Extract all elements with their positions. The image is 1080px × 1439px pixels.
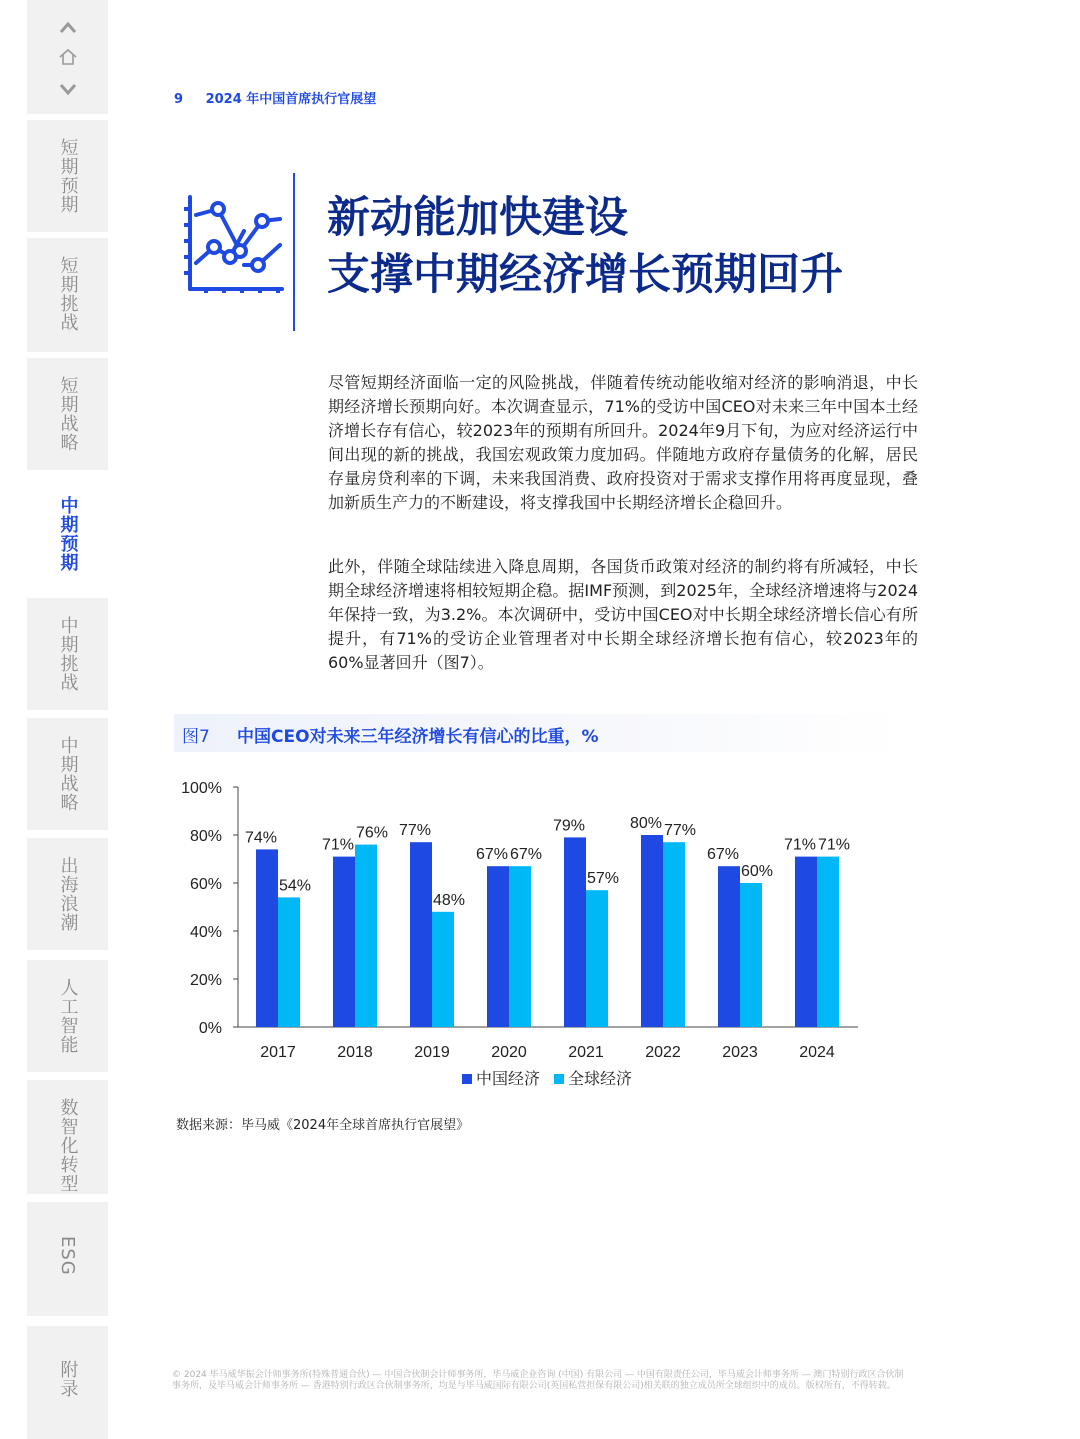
y-tick-label: 20% xyxy=(189,972,222,989)
nav-item-label: 中期预期 xyxy=(57,496,79,572)
bar-2023-china xyxy=(718,866,740,1027)
nav-item-appendix[interactable] xyxy=(27,1326,108,1439)
bar-2018-global xyxy=(355,845,377,1027)
body-paragraph-1: 尽管短期经济面临一定的风险挑战，伴随着传统动能收缩对经济的影响消退，中长期经济增长预期向好。本次调查显示，71%的受访中国CEO对未来三年中国本土经济增长存有信心，较2023年的预期有所回升。2024年9月下旬，为应对经济运行中间出现的新的挑战，我国宏观政策力度加码。伴随地方政府存量债务的化解，居民存量房贷利率的下调，未来我国消费、政府投资对于需求支撑作用将再度显现，叠加新质生产力的不断建设，将支撑我国中长期经济增长企稳回升。 xyxy=(328,373,918,512)
x-tick-label: 2023 xyxy=(722,1044,758,1061)
data-label: 79% xyxy=(552,817,586,835)
x-tick-label: 2021 xyxy=(568,1044,604,1061)
nav-item-label: ESG xyxy=(57,1236,78,1276)
legend-swatch xyxy=(462,1074,472,1084)
bar-2017-china xyxy=(256,849,278,1027)
bar-chart xyxy=(170,770,910,1110)
bar-2024-global xyxy=(817,857,839,1027)
bar-2020-china xyxy=(487,866,509,1027)
data-label: 77% xyxy=(398,822,432,840)
data-label: 77% xyxy=(663,822,697,840)
data-label: 54% xyxy=(278,877,312,895)
data-label: 48% xyxy=(432,891,466,909)
nav-item-label: 数智化转型 xyxy=(57,1098,79,1193)
bar-2017-global xyxy=(278,897,300,1027)
nav-item-label: 附录 xyxy=(57,1360,79,1398)
bar-2018-china xyxy=(333,857,355,1027)
nav-item-label: 中期战略 xyxy=(57,736,79,812)
nav-item-short-term-challenge[interactable] xyxy=(27,238,108,352)
x-tick-label: 2017 xyxy=(260,1044,296,1061)
nav-item-mid-term-strategy[interactable] xyxy=(27,718,108,830)
home-icon[interactable] xyxy=(27,47,108,72)
body-paragraph-2: 此外，伴随全球陆续进入降息周期，各国货币政策对经济的制约将有所减轻，中长期全球经济增速将相较短期企稳。据IMF预测，到2025年，全球经济增速将与2024年保持一致，为3.2%。本次调研中，受访中国CEO对中长期全球经济增长信心有所提升，有71%的受访企业管理者对中长期全球经济增长抱有信心，较2023年的60%显著回升（图7）。 xyxy=(328,557,918,672)
x-tick-label: 2022 xyxy=(645,1044,681,1061)
nav-item-label: 短期战略 xyxy=(57,376,79,452)
nav-item-label: 短期挑战 xyxy=(57,256,79,332)
bar-2022-global xyxy=(663,842,685,1027)
nav-item-short-term-strategy[interactable] xyxy=(27,358,108,470)
data-label: 71% xyxy=(817,836,851,854)
legend-label: 中国经济 xyxy=(476,1069,541,1088)
y-tick-label: 0% xyxy=(198,1020,222,1037)
chevron-up-icon[interactable] xyxy=(27,17,108,39)
nav-item-digital-transformation[interactable] xyxy=(27,1080,108,1194)
nav-item-ai[interactable] xyxy=(27,960,108,1072)
figure-number: 图7 xyxy=(182,727,210,747)
nav-item-label: 短期预期 xyxy=(57,138,79,214)
legend-swatch xyxy=(554,1074,564,1084)
nav-item-label: 人工智能 xyxy=(57,978,79,1054)
doc-title: 2024 年中国首席执行官展望 xyxy=(205,92,377,107)
bar-2021-global xyxy=(586,890,608,1027)
bar-2019-global xyxy=(432,912,454,1027)
title-divider xyxy=(293,173,295,331)
bar-2024-china xyxy=(795,857,817,1027)
data-label: 67% xyxy=(706,846,740,864)
running-header xyxy=(174,88,376,107)
y-tick-label: 80% xyxy=(189,828,222,845)
y-tick-label: 100% xyxy=(181,780,222,797)
figure-header xyxy=(174,714,908,752)
bar-2019-china xyxy=(410,842,432,1027)
data-label: 80% xyxy=(629,815,663,832)
data-label: 67% xyxy=(475,846,509,864)
y-tick-label: 60% xyxy=(189,876,222,893)
page-title xyxy=(327,190,843,304)
data-label: 71% xyxy=(783,836,817,854)
legend-label: 全球经济 xyxy=(568,1069,633,1088)
data-label: 74% xyxy=(244,829,278,847)
data-label: 57% xyxy=(586,870,620,888)
data-source: 数据来源：毕马威《2024年全球首席执行官展望》 xyxy=(176,1118,470,1133)
chevron-down-icon[interactable] xyxy=(27,80,108,102)
nav-item-label: 出海浪潮 xyxy=(57,856,79,932)
bar-2022-china xyxy=(641,835,663,1027)
data-label: 71% xyxy=(321,836,355,854)
data-label: 67% xyxy=(509,846,543,864)
nav-item-overseas[interactable] xyxy=(27,838,108,950)
nav-item-mid-term-challenge[interactable] xyxy=(27,598,108,710)
line-chart-icon xyxy=(184,193,284,293)
nav-item-esg[interactable] xyxy=(27,1202,108,1316)
figure-title: 中国CEO对未来三年经济增长有信心的比重，% xyxy=(237,727,599,747)
data-label: 76% xyxy=(355,824,389,842)
nav-item-short-term-expectation[interactable] xyxy=(27,120,108,232)
page-number: 9 xyxy=(174,92,184,107)
nav-item-mid-term-expectation[interactable] xyxy=(27,478,108,590)
bar-2020-global xyxy=(509,866,531,1027)
x-tick-label: 2019 xyxy=(414,1044,450,1061)
title-line-2: 支撑中期经济增长预期回升 xyxy=(327,250,843,300)
x-tick-label: 2024 xyxy=(799,1044,835,1061)
nav-item-label: 中期挑战 xyxy=(57,616,79,692)
y-tick-label: 40% xyxy=(189,924,222,941)
x-tick-label: 2018 xyxy=(337,1044,373,1061)
copyright-footer: © 2024 毕马威华振会计师事务所(特殊普通合伙) — 中国合伙制会计师事务所，毕马威企业咨询 (中国) 有限公司 — 中国有限责任公司，毕马威会计师事务所 — 澳门特别行政区合伙制事务所，及毕马威会计师事务所 — 香港特别行政区合伙制事务所，均是与毕马威国际有限公司(英国私营担保有限公司)相关联的独立成员所全球组织中的成员。版权所有，不得转载。 xyxy=(172,1370,904,1391)
x-tick-label: 2020 xyxy=(491,1044,527,1061)
bar-2021-china xyxy=(564,837,586,1027)
data-label: 60% xyxy=(740,863,774,880)
bar-2023-global xyxy=(740,883,762,1027)
title-line-1: 新动能加快建设 xyxy=(327,193,628,243)
nav-top-controls xyxy=(27,0,108,114)
